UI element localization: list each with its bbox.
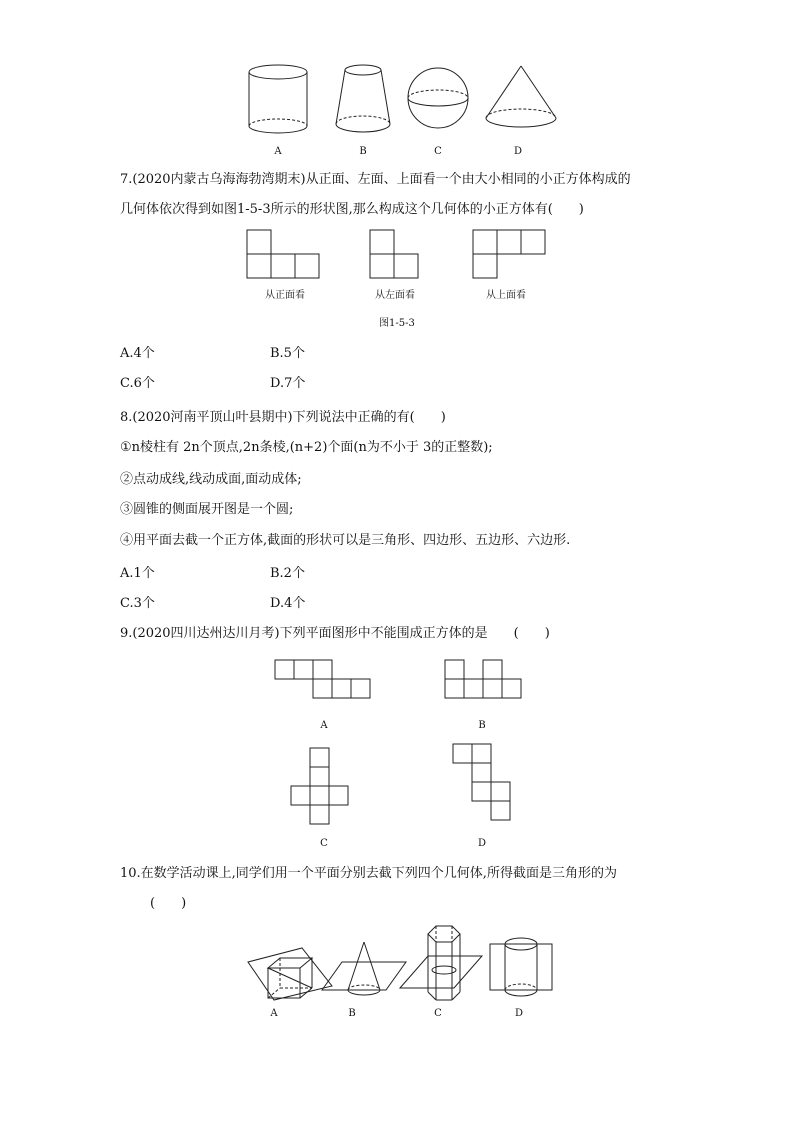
solid-label-b: B: [359, 146, 367, 157]
left-view-grid: [370, 230, 418, 278]
net-label-d: D: [477, 838, 487, 849]
prism-plane-shape: [400, 926, 482, 1000]
view-label-top: 从上面看: [486, 290, 526, 301]
sphere-shape: [408, 68, 468, 128]
q8-statement-3: ③圆锥的侧面展开图是一个圆;: [120, 502, 294, 517]
q8-statement-2: ②点动成线,线动成面,面动成体;: [120, 472, 302, 487]
cone-shape: [486, 66, 556, 127]
q9-stem: 9.(2020四川达州达川月考)下列平面图形中不能围成正方体的是 ( ): [120, 626, 550, 641]
nets-figure: [270, 655, 530, 830]
q8-option-c: C.3个: [120, 596, 155, 611]
net-label-a: A: [320, 720, 328, 731]
solid-label-a: A: [274, 146, 282, 157]
q8-statement-4: ④用平面去截一个正方体,截面的形状可以是三角形、四边形、五边形、六边形.: [120, 533, 571, 548]
net-d: [453, 744, 510, 820]
view-label-left: 从左面看: [375, 290, 415, 301]
frustum-shape: [336, 65, 390, 132]
cylinder-shape: [249, 65, 307, 133]
q7-stem-line1: 7.(2020内蒙古乌海海勃湾期末)从正面、左面、上面看一个由大小相同的小正方体构成的: [120, 172, 631, 187]
three-view-figure: [245, 228, 550, 283]
top-view-grid: [473, 230, 545, 278]
q10-stem-line1: 10.在数学活动课上,同学们用一个平面分别去截下列四个几何体,所得截面是三角形的为: [120, 866, 617, 881]
net-label-c: C: [320, 838, 328, 849]
view-label-front: 从正面看: [265, 290, 305, 301]
q7-option-d: D.7个: [270, 376, 306, 391]
solids-figure: [240, 58, 560, 140]
front-view-grid: [247, 230, 319, 278]
cut-label-b: B: [348, 1008, 356, 1019]
net-a: [275, 660, 370, 698]
q8-stem: 8.(2020河南平顶山叶县期中)下列说法中正确的有( ): [120, 410, 446, 425]
cut-solids-figure: [240, 918, 570, 1006]
q8-option-b: B.2个: [270, 566, 305, 581]
q8-option-d: D.4个: [270, 596, 306, 611]
cut-label-c: C: [434, 1008, 442, 1019]
q7-option-a: A.4个: [120, 346, 155, 361]
q8-option-a: A.1个: [120, 566, 155, 581]
q7-stem-line2: 几何体依次得到如图1-5-3所示的形状图,那么构成这个几何体的小正方体有( ): [120, 202, 584, 217]
cube-plane-shape: [248, 948, 332, 1000]
cylinder-plane-shape: [490, 938, 552, 996]
net-b: [445, 660, 521, 698]
cut-label-d: D: [514, 1008, 524, 1019]
cone-plane-shape: [322, 942, 406, 995]
q7-option-b: B.5个: [270, 346, 305, 361]
figure-caption: 图1-5-3: [379, 318, 415, 329]
q8-statement-1: ①n棱柱有 2n个顶点,2n条棱,(n+2)个面(n为不小于 3的正整数);: [120, 440, 493, 455]
q7-option-c: C.6个: [120, 376, 155, 391]
solid-label-c: C: [434, 146, 442, 157]
solid-label-d: D: [513, 146, 523, 157]
net-c: [291, 748, 348, 824]
cut-label-a: A: [270, 1008, 278, 1019]
q10-stem-line2: ( ): [150, 896, 187, 911]
net-label-b: B: [478, 720, 486, 731]
